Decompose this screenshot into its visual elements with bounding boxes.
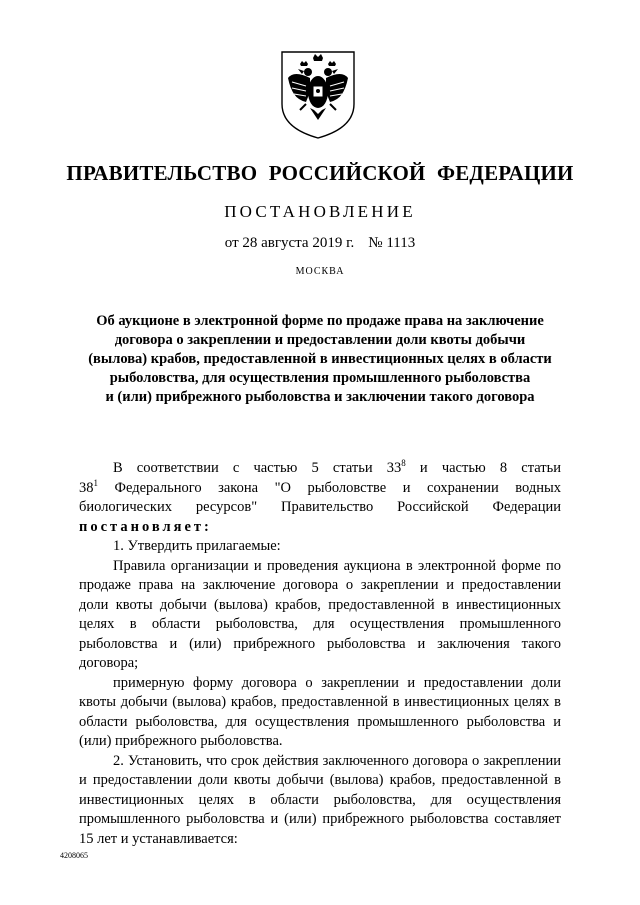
document-date: от 28 августа 2019 г.	[224, 235, 355, 251]
heading-line: (вылова) крабов, предоставленной в инвестиционных целях в области	[88, 351, 552, 367]
heading-line: рыболовства, для осуществления промышленного рыболовства	[109, 370, 531, 386]
heading-line: и (или) прибрежного рыболовства и заключении такого договора	[105, 389, 535, 405]
paragraph: 1. Утвердить прилагаемые:	[113, 538, 281, 554]
document-body	[79, 459, 561, 849]
date-number-line	[0, 235, 640, 252]
heading-line: договора о закреплении и предоставлении доли квоты добычи	[114, 332, 526, 348]
government-title: ПРАВИТЕЛЬСТВО РОССИЙСКОЙ ФЕДЕРАЦИИ	[66, 161, 574, 185]
document-type: ПОСТАНОВЛЕНИЕ	[224, 202, 416, 221]
decree-word: постановляет:	[79, 518, 212, 535]
paragraph: 2. Установить, что срок действия заключенного договора о закреплении и предоставлении доли квоты добычи (вылова) крабов, предоставленной в инвестиционных целях в области рыболовства, для осуществления промышленного рыболовства и (или) прибрежного рыболовства составляет 15 лет и устанавливается:	[79, 752, 561, 847]
russian-coat-of-arms-icon	[276, 48, 360, 140]
preamble-paragraph: В соответствии с частью 5 статьи $33^8$ и частью 8 статьи $38^1$ Федерального закона "О рыболовстве и сохранении водных биологических ресурсов" Правительство Российской Федерации постановляет:	[79, 458, 562, 535]
document-number: № 1113	[368, 235, 416, 251]
paragraph: примерную форму договора о закреплении и предоставлении доли квоты добычи (вылова) крабов, предоставленной в инвестиционных целях в области рыболовства, для осуществления промышленного рыболовства и (или) прибрежного рыболовства.	[79, 674, 561, 749]
document-code: 4208065	[60, 851, 88, 860]
heading-line: Об аукционе в электронной форме по продаже права на заключение	[96, 313, 544, 329]
paragraph: Правила организации и проведения аукциона в электронной форме по продаже права на заключение договора о закреплении и предоставлении доли квоты добычи (вылова) крабов, предоставленной в инвестиционных целях в области рыболовства, для осуществления промышленного рыболовства и (или) прибрежного рыболовства и заключения такого договора;	[79, 557, 561, 671]
document-heading	[70, 312, 570, 407]
city: МОСКВА	[295, 266, 345, 277]
